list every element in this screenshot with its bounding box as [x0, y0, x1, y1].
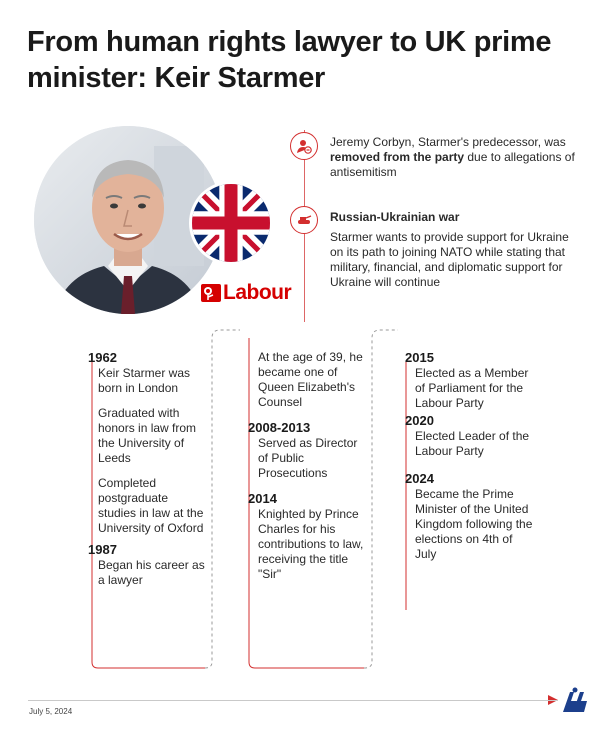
page-title: From human rights lawyer to UK prime minister: Keir Starmer — [27, 26, 552, 94]
aa-logo-icon — [560, 686, 590, 716]
labour-logo-text: Labour — [223, 281, 292, 304]
year-1962: 1962 — [88, 350, 117, 365]
event-mp: Elected as a Member of Parliament for the Labour Party — [415, 366, 529, 410]
publish-date: July 5, 2024 — [29, 707, 73, 716]
fact-ukraine-text: Starmer wants to provide support for Ukraine on its path to joining NATO while stating that military, financial, and diplomatic support for Ukraine will continue — [330, 230, 569, 289]
event-dpp: Served as Director of Public Prosecutions — [258, 436, 358, 480]
event-leader: Elected Leader of the Labour Party — [415, 429, 530, 458]
footer-divider — [28, 700, 558, 701]
event-leeds: Graduated with honors in law from the University of Leeds — [98, 406, 197, 465]
timeline-column-2 — [248, 350, 364, 592]
event-knighted: Knighted by Prince Charles for his contributions to law, receiving the title "Sir" — [258, 507, 364, 581]
fact-ukraine-title: Russian-Ukrainian war — [330, 210, 460, 224]
event-queens-counsel: At the age of 39, he became one of Queen Elizabeth's Counsel — [258, 350, 363, 409]
event-lawyer: Began his career as a lawyer — [98, 558, 205, 587]
year-2024: 2024 — [405, 471, 434, 486]
year-2020: 2020 — [405, 413, 434, 428]
year-2008-2013: 2008-2013 — [248, 420, 311, 435]
fact-corbyn-highlight: removed from the party — [330, 150, 465, 164]
timeline-column-1 — [88, 350, 208, 598]
event-oxford: Completed postgraduate studies in law at the University of Oxford — [98, 476, 204, 535]
fact-corbyn-text-end: due to allegations of antisemitism — [330, 150, 575, 179]
fact-corbyn-text: Jeremy Corbyn, Starmer's predecessor, was — [330, 135, 566, 149]
year-2015: 2015 — [405, 350, 434, 365]
timeline-column-3 — [405, 350, 535, 572]
event-born: Keir Starmer was born in London — [98, 366, 191, 395]
year-2014: 2014 — [248, 491, 277, 506]
year-1987: 1987 — [88, 542, 117, 557]
event-prime-minister: Became the Prime Minister of the United Kingdom following the elections on 4th of July — [415, 487, 533, 561]
